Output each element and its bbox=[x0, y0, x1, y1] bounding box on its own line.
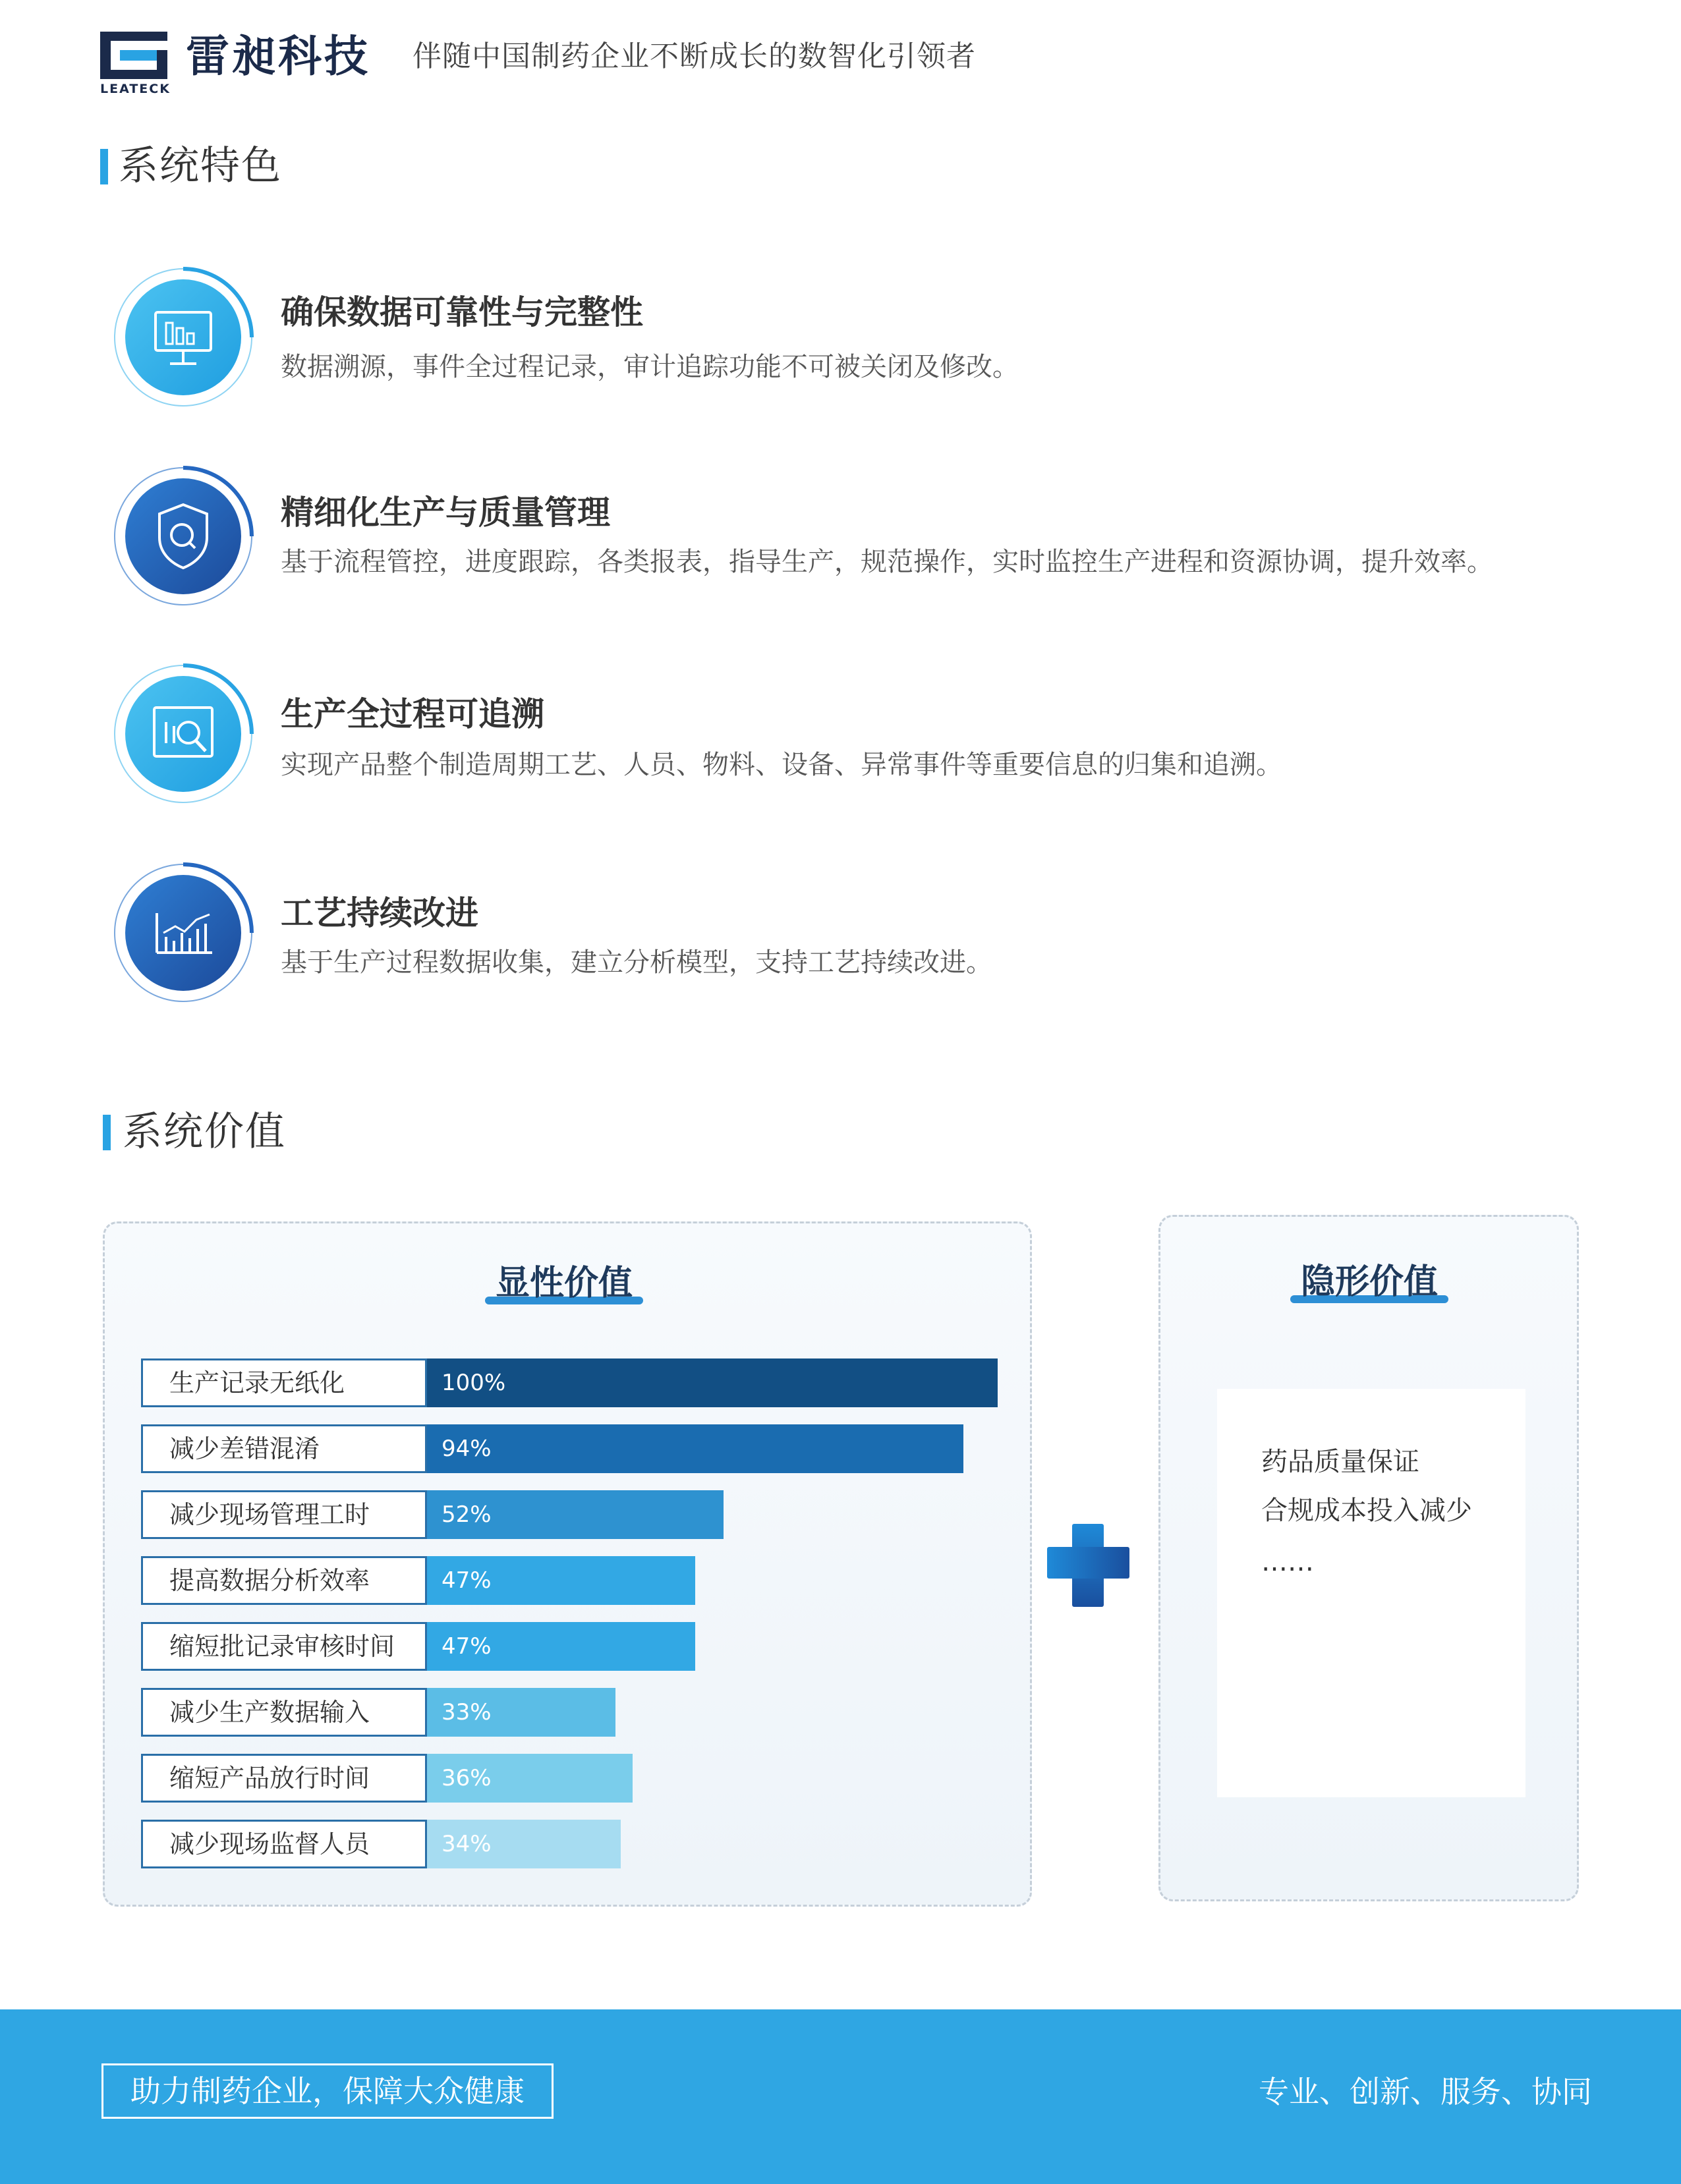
bar-value-label: 47% bbox=[442, 1567, 492, 1594]
bar-category-label: 生产记录无纸化 bbox=[141, 1358, 427, 1407]
feature-title: 工艺持续改进 bbox=[281, 894, 478, 932]
bar-value-label: 47% bbox=[442, 1633, 492, 1660]
bar-category-label: 减少生产数据输入 bbox=[141, 1688, 427, 1737]
hidden-value-item: 合规成本投入减少 bbox=[1261, 1496, 1472, 1526]
slogan: 伴随中国制药企业不断成长的数智化引领者 bbox=[413, 40, 976, 73]
footer-values: 专业、创新、服务、协同 bbox=[1259, 2074, 1592, 2110]
value-section-title: 系统价值 bbox=[123, 1109, 286, 1155]
bar bbox=[427, 1358, 998, 1407]
explicit-value-title: 显性价值 bbox=[495, 1264, 633, 1303]
bar bbox=[427, 1820, 621, 1868]
bar-value-label: 33% bbox=[442, 1699, 492, 1725]
bar bbox=[427, 1688, 615, 1737]
footer-slogan: 助力制药企业，保障大众健康 bbox=[101, 2063, 554, 2119]
feature-desc: 数据溯源，事件全过程记录，审计追踪功能不可被关闭及修改。 bbox=[281, 352, 1019, 382]
feature-desc: 实现产品整个制造周期工艺、人员、物料、设备、异常事件等重要信息的归集和追溯。 bbox=[281, 750, 1282, 780]
bar bbox=[427, 1424, 963, 1473]
feature-desc: 基于流程管控，进度跟踪，各类报表，指导生产，规范操作，实时监控生产进程和资源协调，提升效率。 bbox=[281, 547, 1493, 577]
bar-value-label: 34% bbox=[442, 1831, 492, 1857]
bar-category-label: 减少现场监督人员 bbox=[141, 1820, 427, 1868]
feature-title: 精细化生产与质量管理 bbox=[281, 493, 610, 532]
logo-mark-icon bbox=[100, 32, 167, 79]
bar-category-label: 缩短产品放行时间 bbox=[141, 1754, 427, 1803]
header bbox=[0, 0, 1681, 105]
bar-value-label: 94% bbox=[442, 1436, 492, 1462]
plus-icon-bar bbox=[1047, 1547, 1129, 1579]
logo-text-en: LEATECK bbox=[100, 82, 171, 96]
bar-value-label: 52% bbox=[442, 1501, 492, 1528]
bar-value-label: 36% bbox=[442, 1765, 492, 1791]
hidden-value-item: …… bbox=[1261, 1547, 1314, 1577]
bar-category-label: 减少现场管理工时 bbox=[141, 1490, 427, 1539]
bar-category-label: 减少差错混淆 bbox=[141, 1424, 427, 1473]
features-section-title: 系统特色 bbox=[119, 143, 282, 189]
shield-search-icon bbox=[111, 464, 256, 609]
logo-text-cn: 雷昶科技 bbox=[186, 31, 370, 82]
bar bbox=[427, 1556, 695, 1605]
feature-desc: 基于生产过程数据收集，建立分析模型，支持工艺持续改进。 bbox=[281, 947, 992, 978]
hidden-value-item: 药品质量保证 bbox=[1261, 1447, 1419, 1477]
bar-category-label: 缩短批记录审核时间 bbox=[141, 1622, 427, 1671]
bar-category-label: 提高数据分析效率 bbox=[141, 1556, 427, 1605]
monitor-chart-icon bbox=[111, 265, 256, 410]
bar bbox=[427, 1754, 633, 1803]
hidden-value-title: 隐形价值 bbox=[1300, 1262, 1438, 1302]
feature-title: 确保数据可靠性与完整性 bbox=[281, 293, 643, 331]
trace-search-icon bbox=[111, 661, 256, 806]
bar bbox=[427, 1622, 695, 1671]
bar bbox=[427, 1490, 724, 1539]
section-marker bbox=[100, 149, 108, 184]
feature-title: 生产全过程可追溯 bbox=[281, 695, 544, 733]
bar-value-label: 100% bbox=[442, 1370, 506, 1396]
section-marker bbox=[103, 1115, 111, 1150]
line-chart-icon bbox=[111, 860, 256, 1005]
